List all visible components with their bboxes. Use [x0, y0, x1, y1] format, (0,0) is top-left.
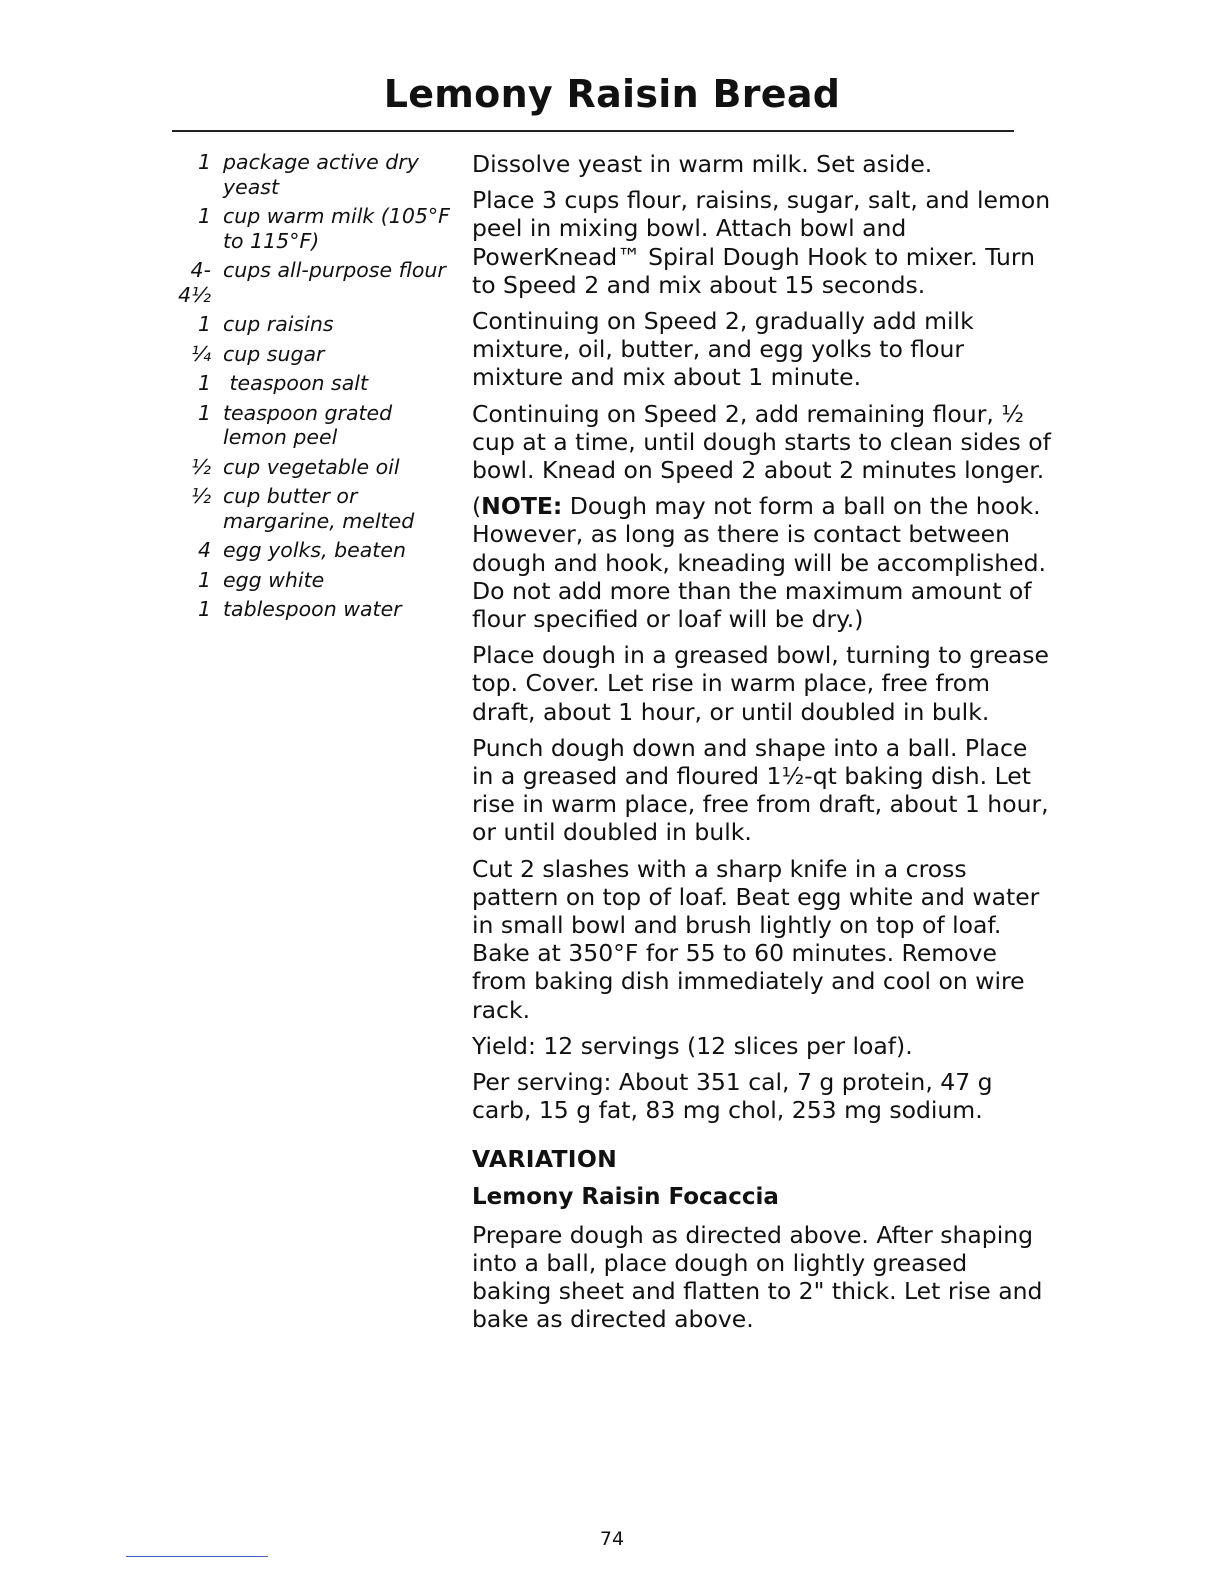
direction-step: Place dough in a greased bowl, turning to grease top. Cover. Let rise in warm place, free from draft, about 1 hour, or until doubled in bulk. [472, 641, 1049, 726]
ingredient-item [160, 371, 450, 396]
note-label: NOTE: [481, 492, 563, 521]
ingredient-name: cup butter or margarine, melted [223, 484, 415, 533]
ingredient-name: tablespoon water [223, 597, 402, 621]
ingredient-item [160, 342, 450, 367]
ingredient-name: cup raisins [223, 312, 334, 336]
ingredient-name: teaspoon grated lemon peel [223, 400, 393, 449]
variation-text: Prepare dough as directed above. After shaping into a ball, place dough on lightly greased baking sheet and flatten to 2" thick. Let rise and bake as directed above. [472, 1220, 1043, 1334]
note-open-paren: ( [472, 492, 482, 521]
note-paragraph [472, 492, 1052, 633]
ingredient-name: cups all-purpose flour [223, 258, 446, 282]
ingredient-name: cup warm milk (105°F to 115°F) [223, 204, 450, 253]
ingredient-quantity: 4 [197, 538, 211, 562]
ingredient-quantity: 1 [197, 204, 211, 228]
ingredient-name: egg white [223, 567, 325, 592]
ingredient-item [160, 312, 450, 337]
ingredient-item [160, 204, 450, 253]
direction-step: Dissolve yeast in warm milk. Set aside. [472, 150, 933, 178]
ingredient-name: egg yolks, beaten [223, 538, 406, 562]
page-title: Lemony Raisin Bread [383, 72, 841, 116]
directions-column [472, 150, 1052, 1341]
direction-step: Place 3 cups flour, raisins, sugar, salt, and lemon peel in mixing bowl. Attach bowl and PowerKnead™ Spiral Dough Hook to mixer. Turn to Speed 2 and mix about 15 seconds. [472, 186, 1051, 299]
ingredient-quantity: 1 [197, 371, 211, 395]
ingredient-item [160, 258, 450, 307]
variation-subheading: Lemony Raisin Focaccia [472, 1183, 779, 1210]
ingredient-item [160, 568, 450, 593]
direction-step: Continuing on Speed 2, gradually add milk mixture, oil, butter, and egg yolks to flour mixture and mix about 1 minute. [472, 307, 974, 392]
ingredient-name: cup vegetable oil [223, 454, 400, 479]
footer-underline [126, 1556, 268, 1557]
page-number: 74 [599, 1528, 625, 1550]
ingredient-list [160, 150, 450, 627]
note-text: Dough may not form a ball on the hook. However, as long as there is contact between dough and hook, kneading will be accomplished. Do not add more than the maximum amount of flour specified or loaf will be dry.) [472, 492, 1047, 634]
ingredient-quantity: ½ [191, 484, 211, 508]
ingredient-quantity: ½ [191, 454, 211, 479]
direction-step: Cut 2 slashes with a sharp knife in a cross pattern on top of loaf. Beat egg white and water in small bowl and brush lightly on top of loaf. Bake at 350°F for 55 to 60 minutes. Remove from baking dish immediately and cool on wire rack. [472, 854, 1040, 1024]
direction-step: Punch dough down and shape into a ball. Place in a greased and floured 1½-qt baking dish. Let rise in warm place, free from draft, about 1 hour, or until doubled in bulk. [472, 733, 1049, 847]
ingredient-item [160, 150, 450, 199]
yield-text: Yield: 12 servings (12 slices per loaf). [472, 1031, 913, 1060]
variation-heading: VARIATION [472, 1144, 618, 1173]
ingredient-quantity: 1 [197, 312, 211, 336]
ingredient-item [160, 484, 450, 533]
ingredient-quantity: 1 [197, 150, 211, 174]
ingredient-item [160, 538, 450, 563]
nutrition-text: Per serving: About 351 cal, 7 g protein, 47 g carb, 15 g fat, 83 mg chol, 253 mg sodium. [472, 1068, 993, 1125]
ingredient-item [160, 597, 450, 622]
ingredient-name: package active dry yeast [223, 150, 419, 199]
ingredient-name: teaspoon salt [223, 371, 368, 395]
ingredient-name: cup sugar [223, 341, 325, 366]
ingredient-quantity: 1 [197, 597, 211, 621]
title-divider [172, 130, 1014, 132]
ingredient-quantity: 1 [197, 400, 211, 425]
ingredient-quantity: 1 [197, 567, 211, 592]
direction-step: Continuing on Speed 2, add remaining flour, ½ cup at a time, until dough starts to clean sides of bowl. Knead on Speed 2 about 2 minutes longer. [472, 399, 1051, 485]
ingredient-quantity: 4-4½ [178, 258, 211, 307]
ingredient-quantity: ¼ [191, 341, 211, 366]
ingredient-item [160, 455, 450, 480]
ingredient-item [160, 401, 450, 450]
